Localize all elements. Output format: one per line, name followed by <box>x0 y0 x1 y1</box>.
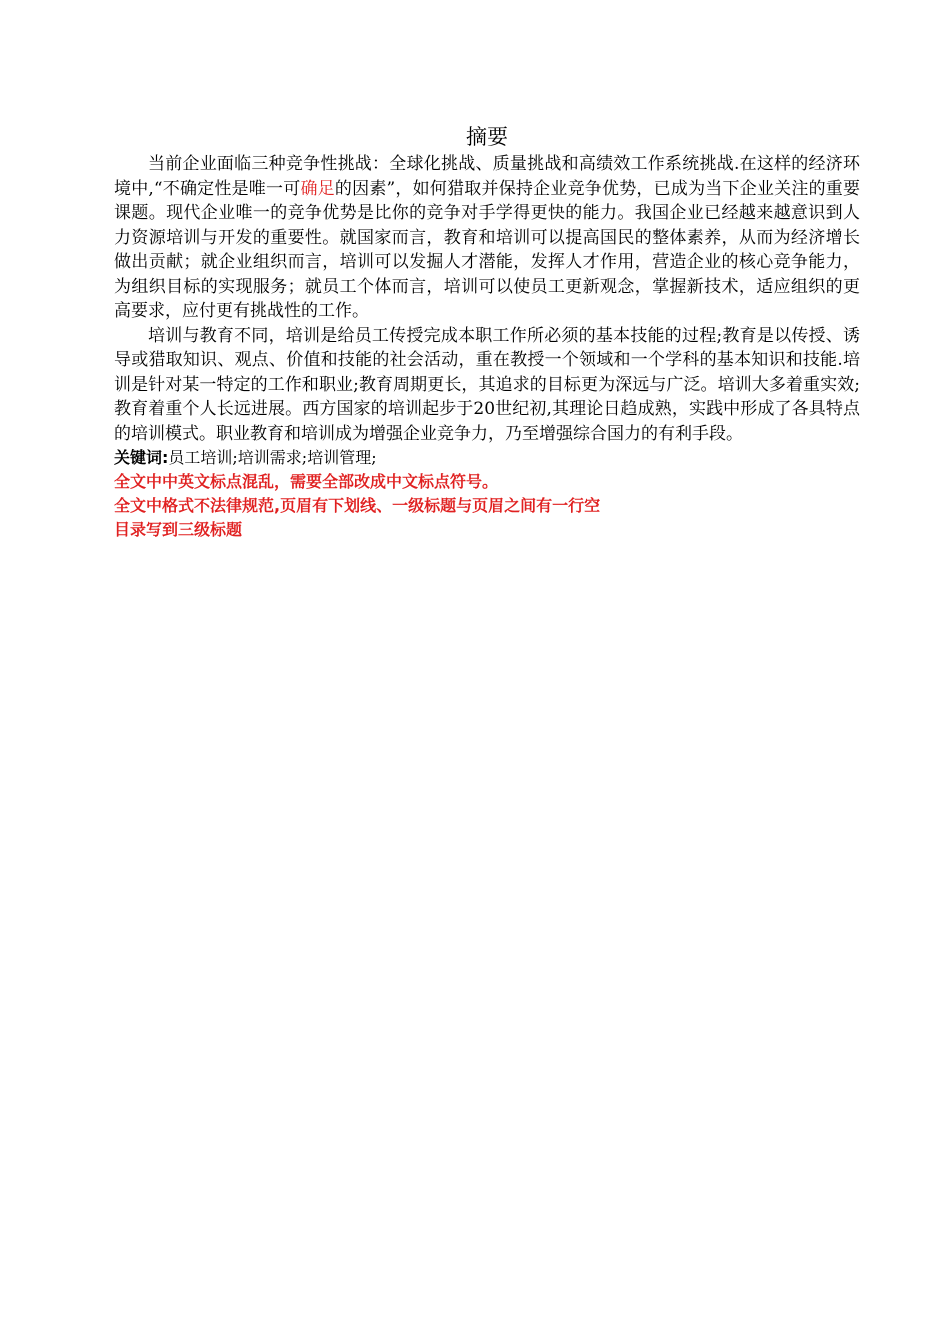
keywords-line <box>114 446 860 470</box>
keywords-value: 员工培训;培训需求;培训管理; <box>168 448 377 467</box>
abstract-title: 摘要 <box>466 125 508 149</box>
abstract-paragraph-1-before: 当前企业面临三种竞争性挑战：全球化挑战、质量挑战和高绩效工作系统挑战.在这样的经济环境中,“不确定性是唯一可 <box>114 154 860 199</box>
keywords-label: 关键词: <box>114 448 169 467</box>
abstract-paragraph-1 <box>114 152 860 324</box>
highlighted-typo: 确足 <box>300 178 335 199</box>
review-note-punctuation: 全文中中英文标点混乱，需要全部改成中文标点符号。 <box>114 472 499 491</box>
abstract-paragraph-1-after: 的因素”，如何猎取并保持企业竞争优势，已成为当下企业关注的重要课题。现代企业唯一的竞争优势是比你的竞争对手学得更快的能力。我国企业已经越来越意识到人力资源培训与开发的重要性。就国家而言，教育和培训可以提高国民的整体素养，从而为经济增长做出贡献；就企业组织而言，培训可以发掘人才潜能，发挥人才作用，营造企业的核心竞争能力，为组织目标的实现服务；就员工个体而言，培训可以使员工更新观念，掌握新技术，适应组织的更高要求，应付更有挑战性的工作。 <box>114 178 860 321</box>
review-note-format: 全文中格式不法律规范,页眉有下划线、一级标题与页眉之间有一行空 <box>114 496 601 515</box>
review-note-toc: 目录写到三级标题 <box>114 520 243 539</box>
abstract-paragraph-2: 培训与教育不同，培训是给员工传授完成本职工作所必须的基本技能的过程;教育是以传授、诱导或猎取知识、观点、价值和技能的社会活动，重在教授一个领域和一个学科的基本知识和技能.培训是针对某一特定的工作和职业;教育周期更长，其追求的目标更为深远与广泛。培训大多着重实效;教育着重个人长远进展。西方国家的培训起步于20世纪初,其理论日趋成熟，实践中形成了各具特点的培训模式。职业教育和培训成为增强企业竞争力，乃至增强综合国力的有利手段。 <box>114 325 860 444</box>
document-page <box>114 122 860 542</box>
